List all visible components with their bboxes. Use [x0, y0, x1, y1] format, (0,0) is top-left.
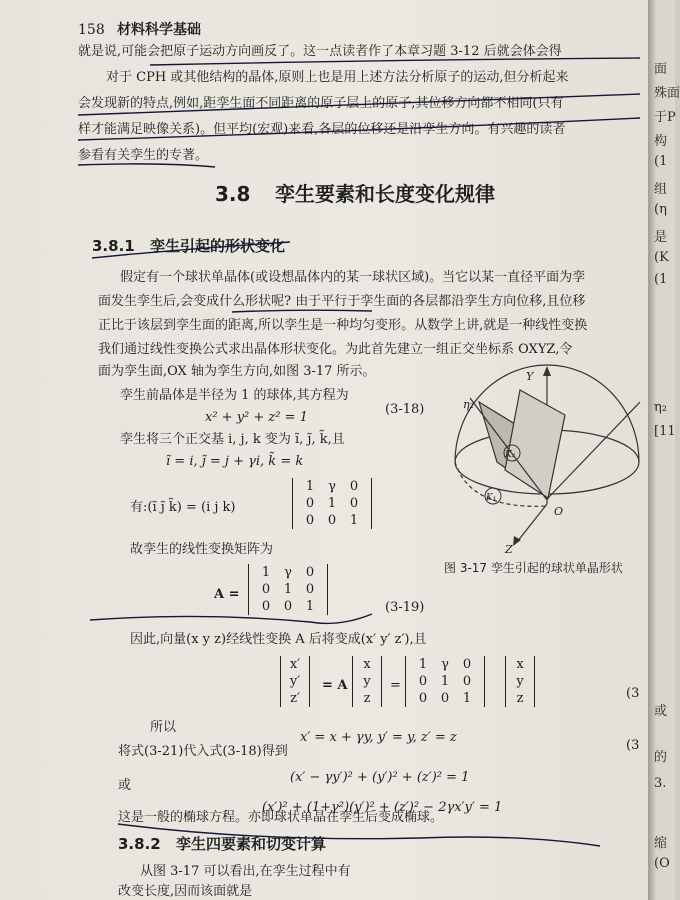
facing-page-fragment: 是	[654, 230, 668, 245]
pen-underline-4	[78, 164, 215, 167]
matrix-cell: 1	[462, 691, 472, 706]
matrix-cell: γ	[441, 657, 449, 672]
figure-caption: 图 3-17 孪生引起的球状单晶形状	[444, 561, 623, 575]
label-z: Z	[505, 543, 513, 556]
sphere-equation: x² + y² + z² = 1	[205, 410, 308, 425]
pen-underline-5	[92, 242, 290, 258]
subsection-2-title: 孪生四要素和切变计算	[176, 835, 327, 853]
pen-underline-1	[150, 58, 640, 65]
para2-line-2: 改变长度,因而该面就是	[118, 884, 253, 899]
matrix-cell: y′	[289, 674, 301, 689]
matrix-cell: y	[516, 674, 524, 689]
ellipsoid-equation-1: (x′ − γy′)² + (y′)² + (z′)² = 1	[290, 770, 470, 785]
pen-underline-6	[232, 310, 372, 312]
para-line-2: 面发生孪生后,会变成什么形状呢? 由于平行于孪生面的各层都沿孪生方向位移,且位移	[98, 294, 586, 309]
subsection-number: 3.8.1	[92, 237, 135, 255]
equation-number-side-2: (3	[626, 738, 640, 753]
matrix-cell: 0	[261, 599, 271, 614]
transform-intro: 因此,向量(x y z)经线性变换 A 后将变成(x′ y′ z′),且	[130, 632, 427, 647]
matrix-cell: 1	[261, 565, 271, 580]
facing-page-fragment: 组	[654, 182, 668, 197]
ellipsoid-equation-2: (x′)² + (1+γ²)(y′)² + (z′)² − 2γx′y′ = 1	[262, 800, 503, 815]
matrix-cell: 0	[305, 496, 315, 511]
pen-underline-7	[90, 614, 372, 623]
facing-page-fragment: 或	[654, 704, 668, 719]
matrix-cell: x′	[289, 657, 301, 672]
matrix-cell: 1	[349, 513, 359, 528]
label-k2: K₂	[505, 450, 516, 460]
matrix-cell: 1	[440, 674, 450, 689]
matrix-cell: 0	[283, 599, 293, 614]
equation-number-3-18: (3-18)	[385, 402, 425, 417]
facing-page-fragment: η₂	[654, 400, 667, 415]
matrix-intro: 故孪生的线性变换矩阵为	[130, 542, 274, 557]
result-equation: x′ = x + γy, y′ = y, z′ = z	[300, 730, 457, 745]
subsection-title: 孪生引起的形状变化	[150, 237, 286, 255]
section-number: 3.8	[215, 182, 251, 206]
matrix-cell: 0	[349, 479, 359, 494]
pen-underline-2	[78, 94, 640, 115]
matrix-cell: 0	[462, 657, 472, 672]
facing-page-fragment: (1	[654, 154, 668, 169]
matrix-cell: z	[363, 691, 371, 706]
facing-page-fragment: (η	[654, 202, 667, 217]
section-title: 孪生要素和长度变化规律	[275, 182, 495, 206]
intro-line-5: 参看有关孪生的专著。	[78, 148, 209, 163]
running-header: 材料科学基础	[117, 22, 201, 38]
matrix-cell: z′	[290, 691, 300, 706]
matrix-cell: 0	[440, 691, 450, 706]
facing-page-fragment: (K	[654, 250, 669, 265]
subsection-2-number: 3.8.2	[118, 835, 161, 853]
facing-page-fragment: 于P	[654, 110, 676, 125]
facing-page-fragment: 3.	[654, 776, 667, 791]
matrix-cell: 1	[305, 479, 315, 494]
matrix-cell: γ	[284, 565, 292, 580]
label-o: O	[554, 505, 564, 518]
matrix-cell: 0	[305, 565, 315, 580]
z-axis	[517, 504, 547, 542]
matrix-cell: 1	[305, 599, 315, 614]
equals-sign: =	[390, 678, 401, 693]
or-label: 或	[118, 778, 132, 793]
page-number: 158	[78, 22, 105, 38]
pen-underline-3	[78, 118, 640, 140]
k1-plane	[505, 390, 565, 498]
sphere-intro: 孪生前晶体是半径为 1 的球体,其方程为	[120, 388, 349, 403]
have-label: 有:(ĩ j̃ k̃) = (i j k)	[130, 500, 236, 515]
matrix-cell: γ	[328, 479, 336, 494]
matrix-cell: 0	[462, 674, 472, 689]
intro-line-1: 就是说,可能会把原子运动方向画反了。这一点读者作了本章习题 3-12 后就会体会得	[78, 44, 562, 59]
matrix-cell: 1	[418, 657, 428, 672]
para-line-4: 我们通过线性变换公式求出晶体形状变化。为此首先建立一组正交坐标系 OXYZ,令	[98, 342, 573, 357]
substitute-line: 将式(3-21)代入式(3-18)得到	[118, 744, 288, 759]
facing-page-fragment: 面	[654, 62, 668, 77]
equals-a: = A	[322, 678, 348, 693]
y-arrowhead	[543, 366, 551, 376]
facing-page-fragment: 殊面	[654, 86, 680, 101]
facing-page-fragment: 缩	[654, 836, 668, 851]
para-line-5: 面为孪生面,OX 轴为孪生方向,如图 3-17 所示。	[98, 364, 376, 379]
matrix-cell: 0	[349, 496, 359, 511]
matrix-cell: z	[516, 691, 524, 706]
matrix-cell: x	[516, 657, 524, 672]
equation-number-3-19: (3-19)	[385, 600, 425, 615]
pen-underline-8	[118, 824, 600, 846]
facing-page-fragment: (O	[654, 856, 670, 871]
matrix-cell: 0	[305, 582, 315, 597]
matrix-cell: y	[363, 674, 371, 689]
matrix-cell: 0	[261, 582, 271, 597]
matrix-cell: 0	[418, 691, 428, 706]
facing-page-fragment: 的	[654, 750, 668, 765]
para2-line-1: 从图 3-17 可以看出,在孪生过程中有	[140, 864, 351, 879]
intro-line-4: 样才能满足映像关系)。但平均(宏观)来看,各层的位移还是沿孪生方向。有兴趣的读者	[78, 122, 566, 137]
matrix-cell: 1	[327, 496, 337, 511]
matrix-cell: 0	[305, 513, 315, 528]
intro-line-2: 对于 CPH 或其他结构的晶体,原则上也是用上述方法分析原子的运动,但分析起来	[106, 70, 569, 85]
facing-page-edge	[648, 0, 680, 900]
label-k1: K₁	[486, 493, 497, 503]
para-line-1: 假定有一个球状单晶体(或设想晶体内的某一球状区域)。当它以某一直径平面为孪	[120, 270, 586, 285]
intro-line-3: 会发现新的特点,例如,距孪生面不同距离的原子层上的原子,其位移方向都不相同(只有	[78, 96, 564, 111]
conclusion-line: 这是一般的椭球方程。亦即球状单晶在孪生后变成椭球。	[118, 810, 444, 825]
facing-page-fragment: (1	[654, 272, 668, 287]
equation-number-side-1: (3	[626, 686, 640, 701]
matrix-cell: x	[363, 657, 371, 672]
so-label: 所以	[150, 720, 177, 735]
matrix-cell: 0	[327, 513, 337, 528]
basis-equation: ĩ = i, j̃ = j + γi, k̃ = k	[166, 454, 304, 469]
facing-page-fragment: 构	[654, 134, 668, 149]
matrix-cell: 0	[418, 674, 428, 689]
label-eta2: η₂	[463, 398, 474, 411]
para-line-3: 正比于该层到孪生面的距离,所以孪生是一种均匀变形。从数学上讲,就是一种线性变换	[98, 318, 588, 333]
matrix-cell: 1	[283, 582, 293, 597]
facing-page-fragment: [11	[654, 424, 676, 439]
matrix-a-label: A =	[214, 587, 240, 602]
label-y: Y	[526, 370, 534, 383]
basis-intro: 孪生将三个正交基 i, j, k 变为 ĩ, j̃, k̃,且	[120, 432, 345, 447]
